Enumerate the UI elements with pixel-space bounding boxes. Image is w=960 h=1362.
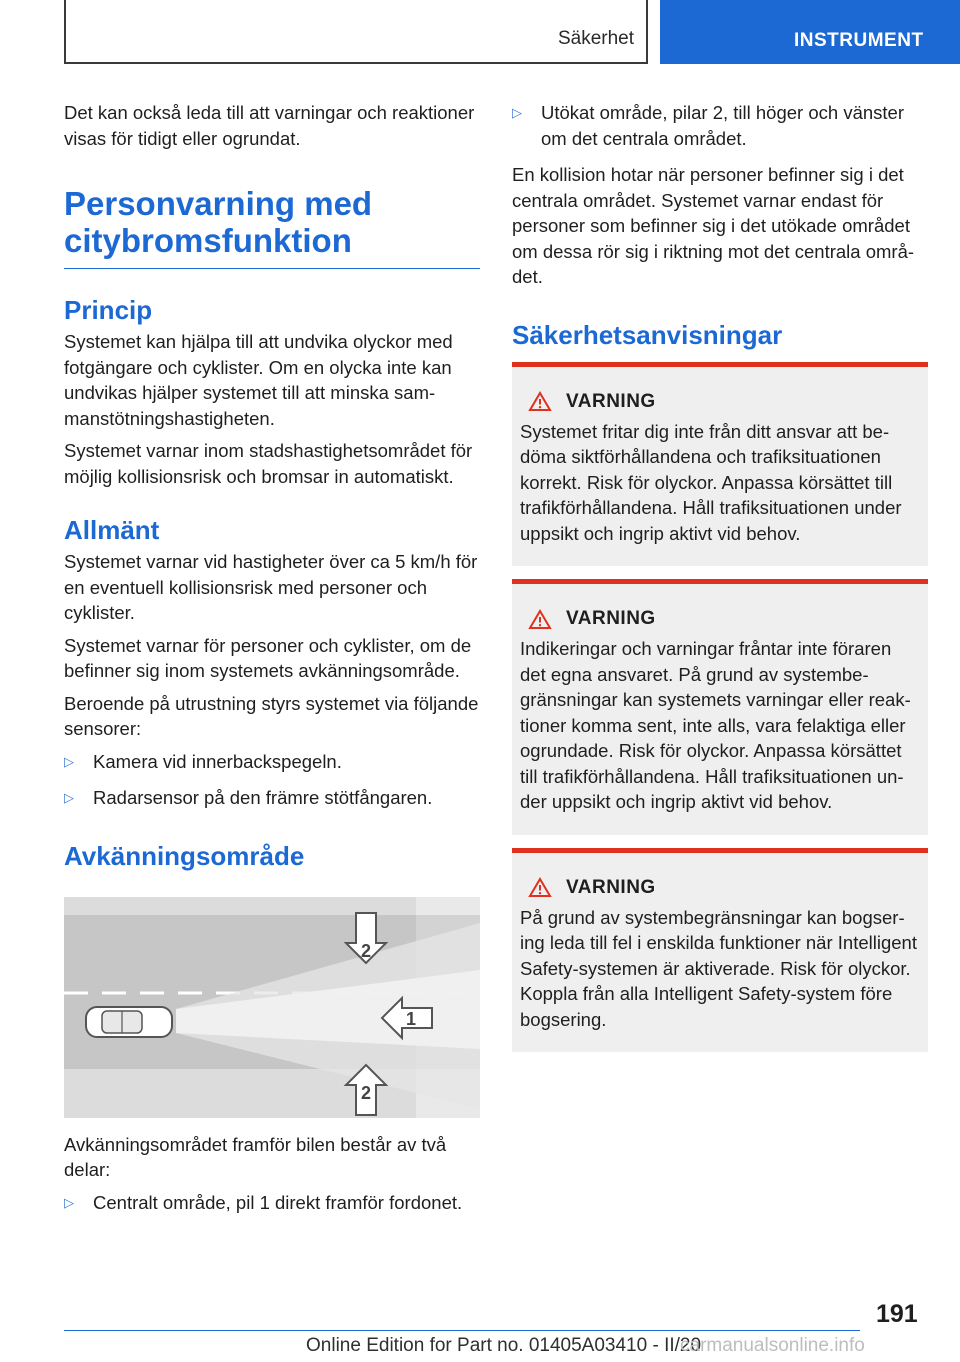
header-section-label: Säkerhet [557,28,634,49]
header-chapter-label: INSTRUMENT [794,30,924,51]
collision-paragraph: En kollision hotar när personer befinner sig i det centrala området. Systemet varnar endast för personer som befinner sig i det utökade området om dessa rör sig i riktning mot det centrala området. [512,164,915,287]
car-icon [86,1007,172,1037]
avk-paragraph: Avkänningsområdet framför bilen består av två delar: [64,1133,447,1180]
heading-allmant: Allmänt [64,515,160,545]
list-item-text: Centralt område, pil 1 direkt framför fordonet. [93,1191,463,1213]
heading-avkanningsomrade: Avkänningsområde [64,840,305,871]
header-section-box [64,0,648,64]
arrow-label: 1 [405,1008,417,1029]
left-column [64,100,480,1226]
warning-box [512,848,928,1053]
warning-text: På grund av systembegränsningar kan bogsering leda till fel i enskilda funktioner när Intelligent Safety-systemen är aktiverade. Risk för olyckor. Koppla från alla Intelligent Safety-system före bogsering. [520,906,917,1030]
princip-paragraph-1: Systemet kan hjälpa till att undvika olyckor med fotgängare och cyklister. Om en olycka inte kan undvikas hjälper systemet till att minska sammanstötningshastigheten. [64,331,453,429]
warning-triangle-icon [528,391,552,412]
footer-divider [64,1330,860,1331]
watermark: carmanualsonline.info [680,1335,865,1356]
warning-box [512,362,928,567]
allmant-paragraph-2: Systemet varnar för personer och cyklister, om de befinner sig inom systemets avkänningsområde. [64,634,472,681]
detection-area-figure [64,897,480,1118]
warning-title: VARNING [566,876,656,898]
arrow-label: 2 [360,1082,372,1103]
allmant-paragraph-1: Systemet varnar vid hastigheter över ca 5 km/h för en eventuell kollisionsrisk med personer och cyklister. [64,551,478,623]
warning-title: VARNING [566,608,656,629]
heading-sakerhetsanvisningar: Säkerhetsanvisningar [512,319,783,350]
page-title: Personvarning med citybromsfunktion [64,185,480,269]
list-item-text: Radarsensor på den främre stötfångaren. [93,787,433,808]
warning-triangle-icon [528,877,552,898]
list-item [64,1190,480,1216]
header-chapter-tab[interactable] [660,0,960,64]
heading-princip: Princip [64,295,153,325]
warning-triangle-icon [528,609,552,630]
warning-title: VARNING [566,390,656,412]
arrow-label: 2 [360,940,372,961]
triangle-bullet-icon: ▷ [64,790,74,805]
warning-box [512,579,928,835]
warning-text: Indikeringar och varningar fråntar inte föraren det egna ansvaret. På grund av systembegränsningar kan systemets varningar eller reaktioner komma sent, inte alls, vara felaktiga eller ogrundade. Risk för olyckor. Anpassa körsättet till trafikförhållandena. Håll trafiksituationen under uppsikt och ingrip aktivt vid behov. [520,638,911,812]
list-item-text: Kamera vid innerbackspegeln. [93,750,342,772]
list-item [64,749,480,775]
list-item [512,100,928,151]
allmant-paragraph-3: Beroende på utrustning styrs systemet via följande sensorer: [64,692,479,739]
list-item [64,785,480,811]
sensor-list [64,749,480,811]
triangle-bullet-icon: ▷ [64,753,74,769]
intro-paragraph: Det kan också leda till att varningar och reaktioner visas för tidigt eller ogrundat. [64,102,475,149]
right-column [512,100,928,1065]
princip-paragraph-2: Systemet varnar inom stadshastighetsområdet för möjlig kollisionsrisk och bromsar in automatiskt. [64,440,473,487]
page-number: 191 [876,1300,918,1328]
footer-edition: Online Edition for Part no. 01405A03410 - II/20 [306,1335,702,1356]
triangle-bullet-icon: ▷ [64,1194,74,1210]
area-list-continued [512,100,928,151]
warning-text: Systemet fritar dig inte från ditt ansvar att bedöma siktförhållandena och trafiksituationen korrekt. Risk för olyckor. Anpassa körsättet till trafikförhållandena. Håll trafiksituationen under uppsikt och ingrip aktivt vid behov. [520,420,902,544]
area-list [64,1190,480,1216]
triangle-bullet-icon: ▷ [512,105,522,120]
list-item-text: Utökat område, pilar 2, till höger och vänster om det centrala området. [541,102,904,149]
